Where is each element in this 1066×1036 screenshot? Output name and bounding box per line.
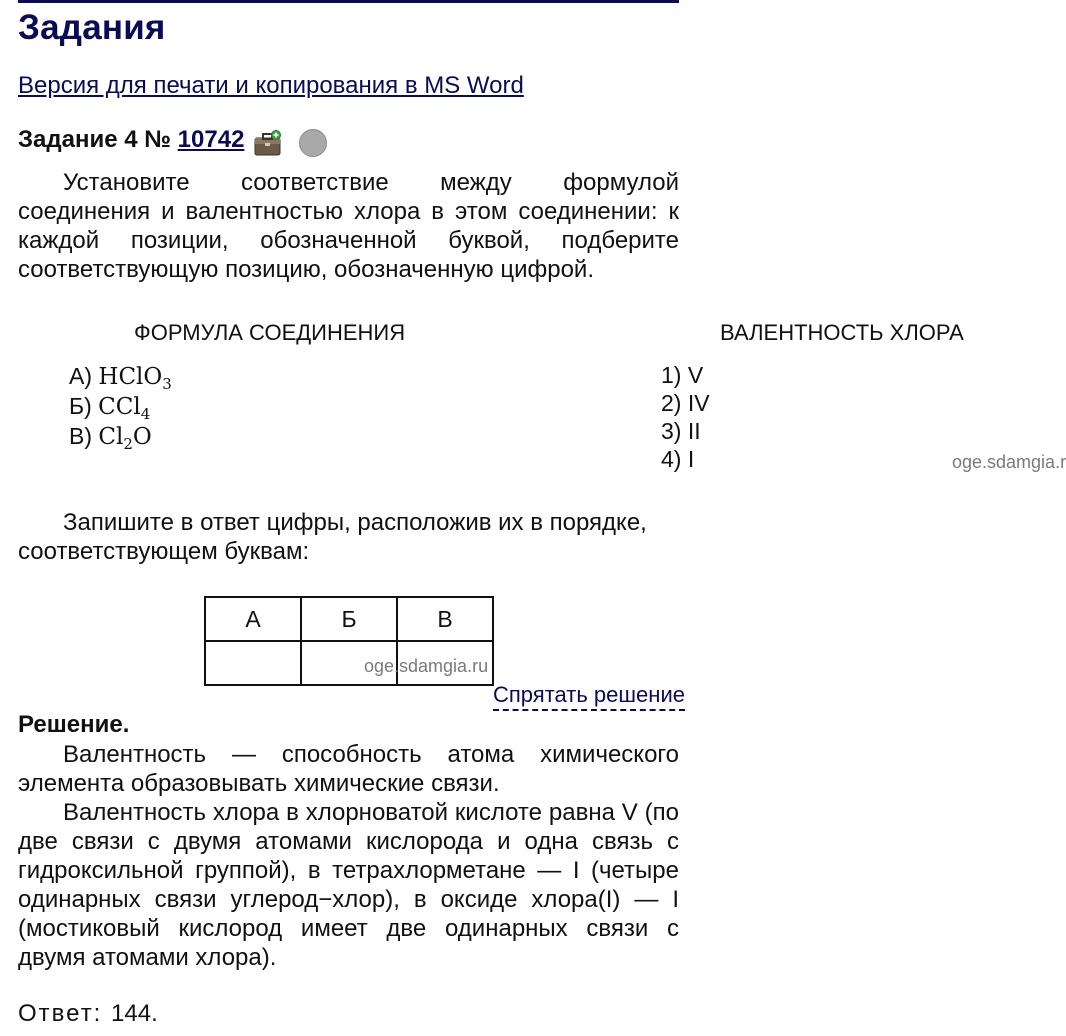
answer-label: Ответ: <box>18 1000 103 1027</box>
answer-value: 144. <box>111 1000 158 1027</box>
valence-item: 1) V <box>661 362 704 388</box>
valence-item: 3) II <box>661 418 701 444</box>
task-heading <box>18 126 244 154</box>
solution-paragraph: Валентность — способность атома химического элемента образовывать химические связи. <box>18 741 679 797</box>
table-watermark: oge.sdamgia.ru <box>364 656 489 676</box>
hide-solution-toggle[interactable]: Спрятать решение <box>493 682 685 711</box>
formula-item: А) HClO$_3$ <box>69 363 172 393</box>
task-label: Задание 4 № <box>18 126 171 153</box>
formula-item: В) $Cl_2O$ <box>69 423 152 453</box>
valence-item: 4) I <box>661 446 695 472</box>
formula-column-heading: ФОРМУЛА СОЕДИНЕНИЯ <box>134 320 406 345</box>
answer-instruction: Запишите в ответ цифры, расположив их в порядке, соответствующем буквам: <box>18 509 647 565</box>
formula: CCl$_4$ <box>98 394 151 423</box>
task-instruction: Установите соответствие между формулой соединения и валентностью хлора в этом соединении: к каждой позиции, обозначенной буквой, подберите соответствующую позицию, обозначенную цифрой. <box>18 169 679 283</box>
answer-table-header: В <box>397 597 493 641</box>
answer-table-header: Б <box>301 597 397 641</box>
solution-paragraph: Валентность хлора в хлорноватой кислоте равна V (по две связи с двумя атомами кислорода и одна связь с гидроксильной группой), в тетрахлорметане — I (четыре одинарных связи углерод−хлор), в оксиде хлора(I) — I (мостиковый кислород имеет две одинарных связи с двумя атомами хлора). <box>18 799 679 971</box>
formula: HClO$_3$ <box>98 364 172 393</box>
formula: $Cl_2O$ <box>98 424 152 453</box>
valence-list <box>661 361 710 473</box>
top-rule <box>18 0 679 3</box>
valence-item: 2) IV <box>661 390 710 416</box>
watermark: oge.sdamgia.r <box>952 452 1066 472</box>
formula-item: Б) CCl$_4$ <box>69 393 151 423</box>
status-dot-icon <box>299 129 327 157</box>
print-version-link[interactable]: Версия для печати и копирования в MS Word <box>18 72 524 99</box>
answer-table-header: А <box>205 597 301 641</box>
formula-list <box>69 362 172 452</box>
valence-column-heading: ВАЛЕНТНОСТЬ ХЛОРА <box>720 320 964 345</box>
task-number-link[interactable]: 10742 <box>177 126 245 153</box>
briefcase-icon[interactable] <box>254 130 281 156</box>
answer-cell[interactable] <box>205 641 301 685</box>
answer-line <box>18 1000 158 1028</box>
page-title: Задания <box>18 8 166 47</box>
solution-label: Решение. <box>18 711 130 738</box>
